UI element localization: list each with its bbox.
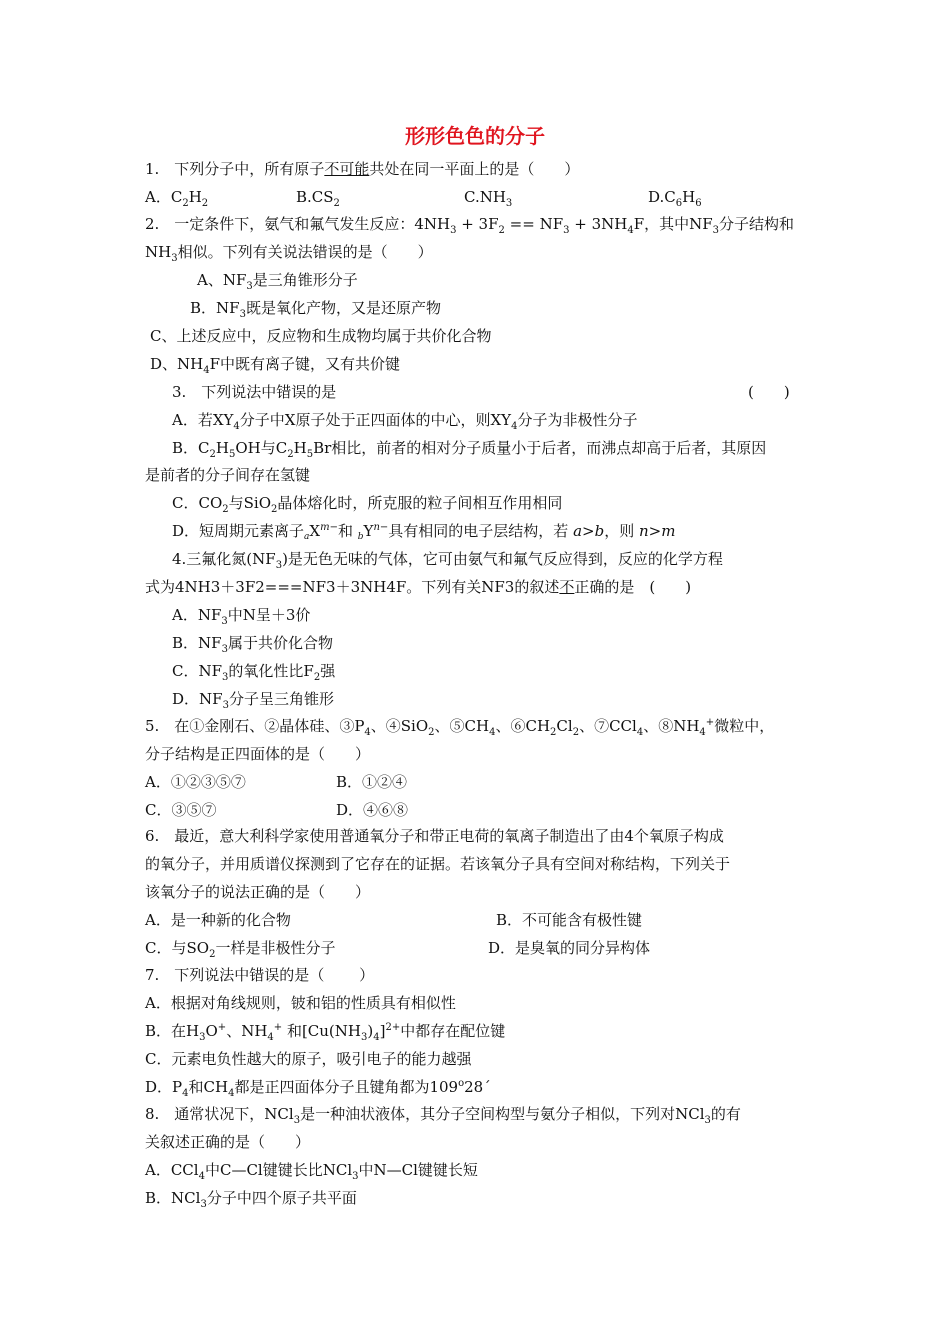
q3-option-b-line2: 是前者的分子间存在氢键 xyxy=(145,466,311,484)
q5-stem-line1: 5. 在①金刚石、②晶体硅、$③P_4$、④SiO$_2$、$⑤CH_4$、$⑥CH_2Cl_2$、⑦CCl$_4$、$⑧NH_4^+$微粒中， xyxy=(145,717,775,738)
q4-stem-line1: 4.三氟化氮$(NF_3)$是无色无味的气体，它可由氨气和氟气反应得到，反应的化学方程 xyxy=(172,550,723,571)
q6-option-d: D．是臭氧的同分异构体 xyxy=(488,939,651,957)
q7-option-d: D．$P_4$和$CH_4$都是正四面体分子且键角都为109$^o$28´ xyxy=(145,1078,491,1099)
q3-option-c: C．$CO_2$与SiO$_2$晶体熔化时，所克服的粒子间相互作用相同 xyxy=(172,494,563,515)
q5-option-b: B．①②④ xyxy=(336,773,408,791)
q1-option-d: $D.C_6H_6$ xyxy=(648,188,702,209)
q1-stem: 1. 下列分子中，所有原子不可能共处在同一平面上的是（ ） xyxy=(145,160,580,178)
q1-option-c: $C.NH_3$ xyxy=(464,188,513,209)
q2-option-b: B．$NF_3$既是氧化产物，又是还原产物 xyxy=(190,299,441,320)
q7-option-c: C．元素电负性越大的原子，吸引电子的能力越强 xyxy=(145,1050,472,1068)
q1-option-b: $B.CS_2$ xyxy=(296,188,340,209)
q6-option-a: A．是一种新的化合物 xyxy=(145,911,291,929)
q2-stem-line2: $NH_3$相似。下列有关说法错误的是（ ） xyxy=(145,243,433,264)
q5-option-c: C．③⑤⑦ xyxy=(145,801,217,819)
q5-option-a: A．①②③⑤⑦ xyxy=(145,773,246,791)
q3-answer-paren: ( ) xyxy=(748,383,790,401)
q6-option-c: C．与$SO_2$一样是非极性分子 xyxy=(145,939,336,960)
q2-option-d: D、$NH_4F$中既有离子键，又有共价键 xyxy=(150,355,401,376)
q3-option-a: A．若$XY_4$分子中X原子处于正四面体的中心，则$XY_4$分子为非极性分子 xyxy=(172,411,638,432)
q6-stem-line3: 该氧分子的说法正确的是（ ） xyxy=(145,883,371,901)
q8-stem-line1: 8. 通常状况下，NCl$_3$是一种油状液体，其分子空间构型与氨分子相似，下列对NCl$_3$的有 xyxy=(145,1105,741,1126)
q2-option-c: C、上述反应中，反应物和生成物均属于共价化合物 xyxy=(150,327,492,345)
q1-option-a: A．$C_2H_2$ xyxy=(145,188,209,209)
q4-option-a: A．$NF_3$中N呈＋3价 xyxy=(172,606,311,627)
q2-option-a: A、$NF_3$是三角锥形分子 xyxy=(197,271,358,292)
q5-stem-line2: 分子结构是正四面体的是（ ） xyxy=(145,745,371,763)
q4-option-b: B．$NF_3$属于共价化合物 xyxy=(172,634,333,655)
q3-option-b-line1: B．$C_2H_5OH$与$C_2H_5Br$相比，前者的相对分子质量小于后者，而沸点却高于后者，其原因 xyxy=(172,439,767,460)
document-title: 形形色色的分子 xyxy=(405,124,545,148)
q8-stem-line2: 关叙述正确的是（ ） xyxy=(145,1133,311,1151)
q7-stem: 7. 下列说法中错误的是（ ） xyxy=(145,966,375,984)
q8-option-a: A．CCl$_4$中C—Cl键键长比NCl$_3$中N—Cl键键长短 xyxy=(145,1161,478,1182)
q4-option-c: C．$NF_3$的氧化性比$F_2$强 xyxy=(172,662,336,683)
q3-option-d: D．短周期元素离子$_aX^{m-}$和 $_bY^{n-}$具有相同的电子层结构，若 a>b，则 n>m xyxy=(172,522,676,542)
q6-stem-line2: 的氧分子，并用质谱仪探测到了它存在的证据。若该氧分子具有空间对称结构，下列关于 xyxy=(145,855,731,873)
q7-option-a: A．根据对角线规则，铍和铝的性质具有相似性 xyxy=(145,994,456,1012)
q4-option-d: D．$NF_3$分子呈三角锥形 xyxy=(172,690,334,711)
q6-stem-line1: 6. 最近，意大利科学家使用普通氧分子和带正电荷的氧离子制造出了由4个氧原子构成 xyxy=(145,827,724,845)
q4-stem-line2: 式为4NH3＋3F2===NF3＋3NH4F。下列有关NF3的叙述不正确的是 ( ) xyxy=(145,578,692,596)
q8-option-b: B．NCl$_3$分子中四个原子共平面 xyxy=(145,1189,357,1210)
q6-option-b: B．不可能含有极性键 xyxy=(496,911,643,929)
q5-option-d: D．④⑥⑧ xyxy=(336,801,409,819)
q3-stem: 3. 下列说法中错误的是 xyxy=(172,383,337,401)
q2-stem-line1: 2. 一定条件下，氨气和氟气发生反应：$4NH_3 + 3F_2 == NF_3 + 3NH_4F$，其中$NF_3$分子结构和 xyxy=(145,215,795,236)
q7-option-b: B．在$H_3O^+$、$NH_4^+$ 和$[Cu(NH_3)_4]^{2+}$中都存在配位键 xyxy=(145,1022,506,1043)
